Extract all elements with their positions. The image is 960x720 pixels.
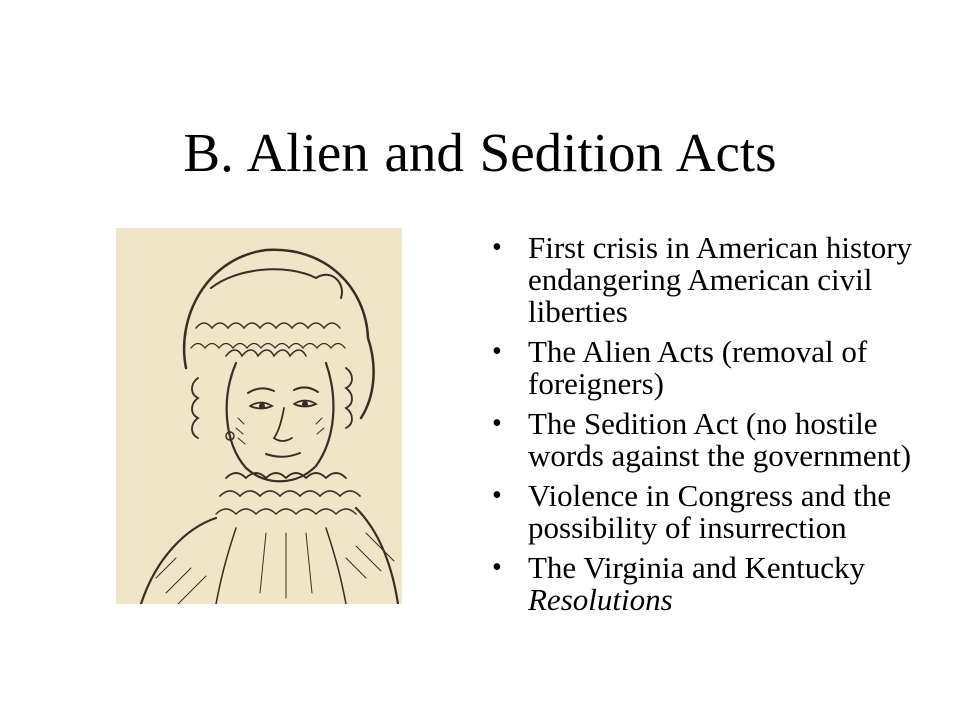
bullet-text: Violence in Congress and the possibility of insurrection xyxy=(528,478,892,545)
portrait-engraving-image xyxy=(116,228,402,604)
bullet-text-italic: Resolutions xyxy=(528,582,673,617)
bullet-item xyxy=(480,408,950,472)
slide-title: B. Alien and Sedition Acts xyxy=(183,122,777,183)
bullet-dot-icon: • xyxy=(492,232,502,263)
bullet-text: The Alien Acts (removal of foreigners) xyxy=(528,334,868,401)
bullet-item xyxy=(480,336,950,400)
bullet-list xyxy=(480,232,950,624)
portrait-icon xyxy=(116,228,402,604)
bullet-text: The Sedition Act (no hostile words against the government) xyxy=(528,406,912,473)
bullet-text: First crisis in American history endangering American civil liberties xyxy=(528,230,913,329)
bullet-dot-icon: • xyxy=(492,408,502,439)
bullet-dot-icon: • xyxy=(492,480,502,511)
bullet-item xyxy=(480,480,950,544)
bullet-item xyxy=(480,552,950,616)
bullet-text: The Virginia and Kentucky xyxy=(528,550,866,585)
bullet-dot-icon: • xyxy=(492,552,502,583)
bullet-dot-icon: • xyxy=(492,336,502,367)
bullet-item xyxy=(480,232,950,328)
